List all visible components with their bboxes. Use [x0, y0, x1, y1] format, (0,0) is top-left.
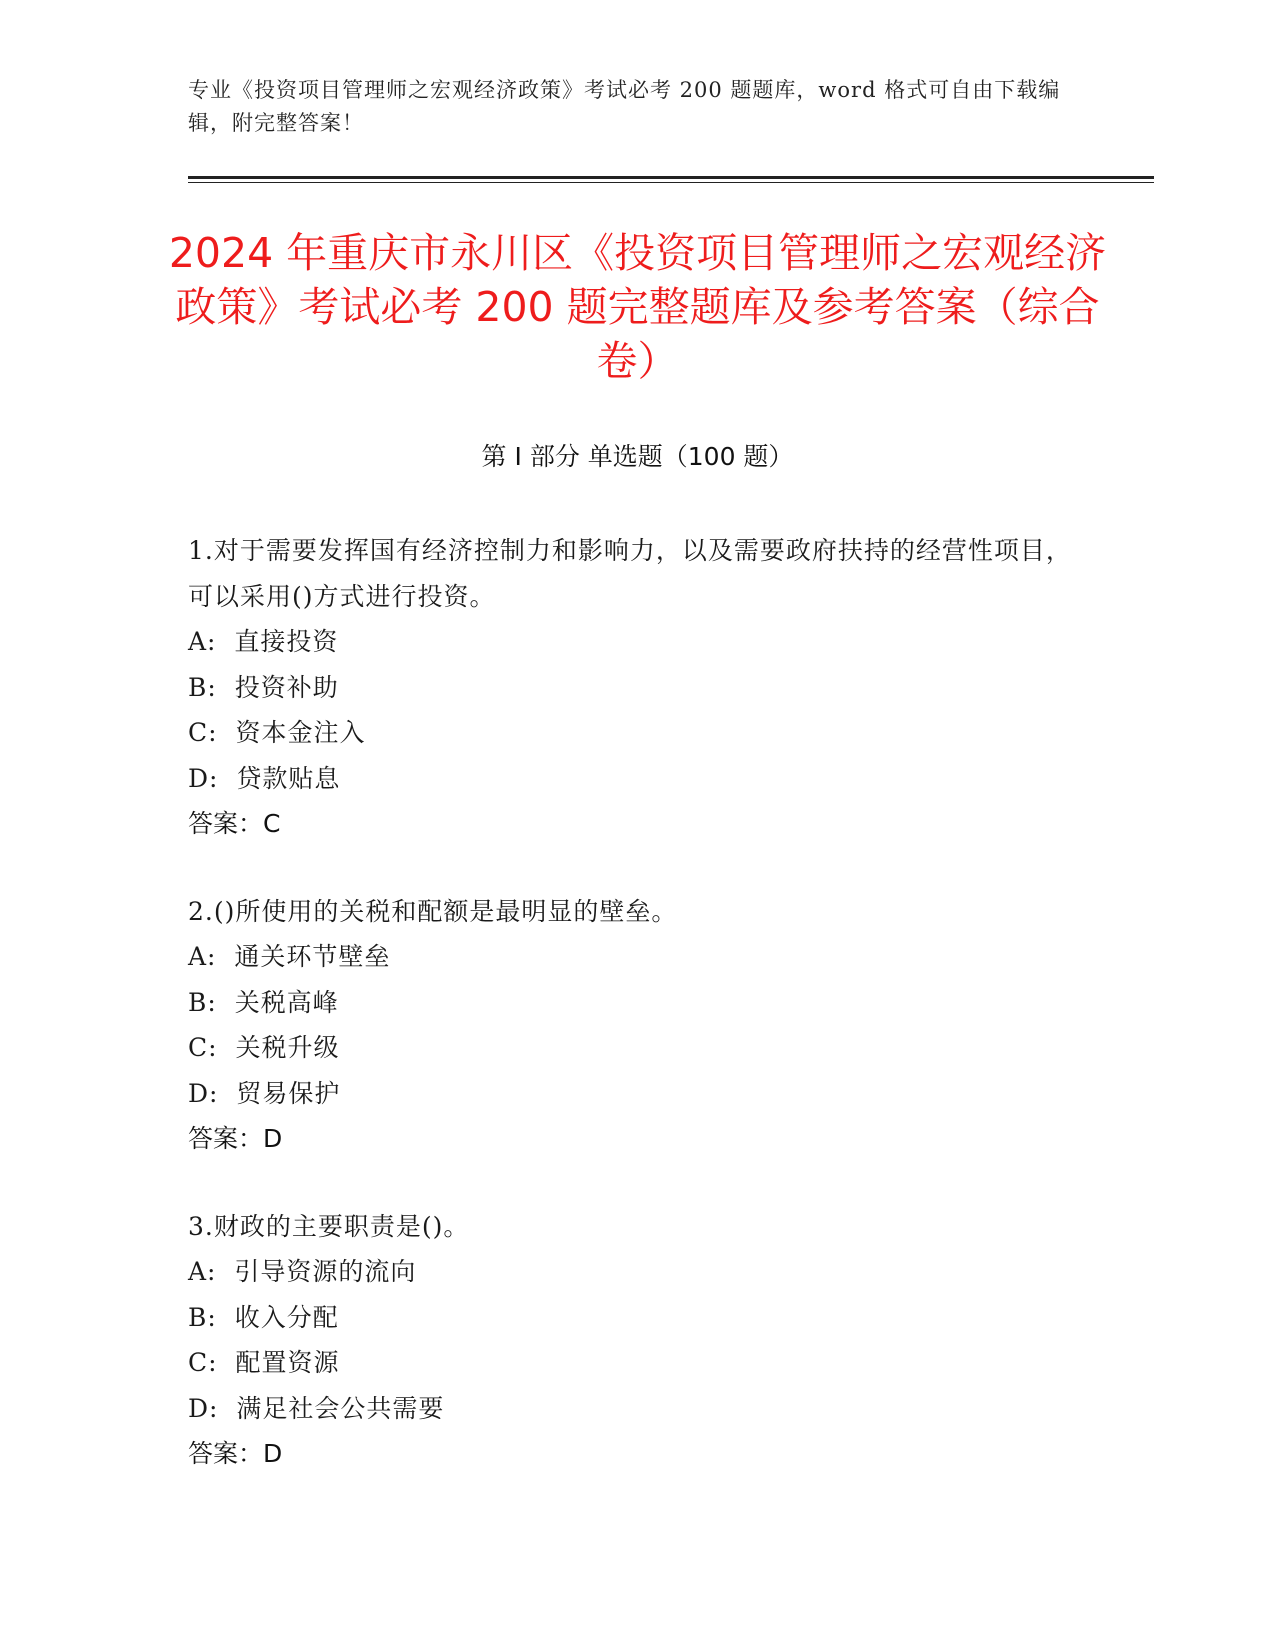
answer: 答案：D [188, 1439, 283, 1468]
option-a: A: 引导资源的流向 [188, 1257, 417, 1286]
question-3 [188, 1204, 1078, 1477]
question-2 [188, 889, 1078, 1162]
option-b: B: 投资补助 [188, 672, 339, 702]
option-d: D: 贷款贴息 [188, 763, 341, 793]
answer: 答案：C [188, 809, 281, 838]
option-d: D: 贸易保护 [188, 1078, 341, 1108]
option-b: B: 收入分配 [188, 1302, 339, 1332]
question-stem: 2.()所使用的关税和配额是最明显的壁垒。 [188, 896, 678, 926]
section-title: 第 I 部分 单选题（100 题） [481, 442, 794, 471]
document-title: 2024 年重庆市永川区《投资项目管理师之宏观经济政策》考试必考 200 题完整题库及参考答案（综合卷） [168, 229, 1107, 385]
option-c: C: 资本金注入 [188, 718, 366, 747]
option-a: A: 通关环节壁垒 [188, 942, 391, 971]
header-divider-thick [188, 176, 1154, 179]
option-c: C: 关税升级 [188, 1033, 340, 1062]
question-stem: 3.财政的主要职责是()。 [188, 1211, 470, 1241]
option-a: A: 直接投资 [188, 627, 339, 656]
option-b: B: 关税高峰 [188, 987, 339, 1017]
question-1 [188, 528, 1078, 847]
header-note: 专业《投资项目管理师之宏观经济政策》考试必考 200 题题库，word 格式可自由下载编辑，附完整答案！ [188, 78, 1061, 135]
answer: 答案：D [188, 1124, 283, 1153]
option-c: C: 配置资源 [188, 1348, 340, 1377]
question-list [188, 528, 1078, 1519]
question-stem: 1.对于需要发挥国有经济控制力和影响力，以及需要政府扶持的经营性项目，可以采用()方式进行投资。 [188, 536, 1072, 611]
header-divider-thin [188, 182, 1154, 183]
option-d: D: 满足社会公共需要 [188, 1393, 445, 1423]
